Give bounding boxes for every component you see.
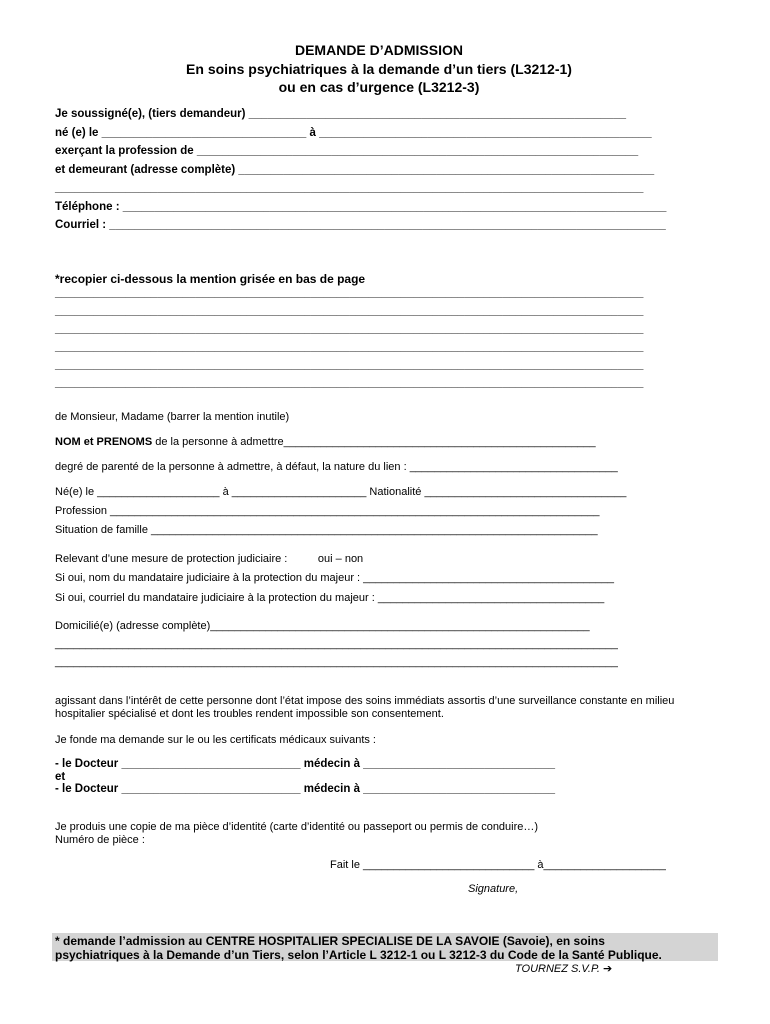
patient-honorific: de Monsieur, Madame (barrer la mention inutile): [55, 411, 290, 423]
patient-domicile-line[interactable]: ____________________________________________________________________________________________: [55, 638, 618, 650]
patient-protection-field[interactable]: Relevant d’une mesure de protection judiciaire : oui – non: [55, 553, 364, 565]
certificates-intro: Je fonde ma demande sur le ou les certificats médicaux suivants :: [55, 734, 376, 746]
signature-label: Signature,: [468, 883, 519, 895]
form-title: DEMANDE D’ADMISSION: [294, 42, 463, 58]
statement-line-2: hospitalier spécialisé et dont les troubles rendent impossible son consentement.: [55, 708, 444, 720]
form-subtitle: En soins psychiatriques à la demande d’un tiers (L3212-1): [186, 61, 572, 77]
guardian-email-field[interactable]: Si oui, courriel du mandataire judiciaire à la protection du majeur : _____________________________________: [55, 592, 605, 604]
requester-phone-field[interactable]: Téléphone : _____________________________________________________________________________________: [55, 201, 667, 213]
patient-name-label: NOM et PRENOMS: [55, 436, 153, 448]
patient-family-field[interactable]: Situation de famille _________________________________________________________________________: [55, 524, 598, 536]
requester-name-field[interactable]: Je soussigné(e), (tiers demandeur) ___________________________________________________________: [55, 108, 626, 120]
grey-mention-line-2: psychiatriques à la Demande d’un Tiers, selon l’Article L 3212-1 ou L 3212-3 du Code de la Santé Publique.: [55, 948, 662, 962]
copy-line[interactable]: ____________________________________________________________________________________________: [55, 341, 644, 353]
form-subtitle-urgency: ou en cas d’urgence (L3212-3): [278, 79, 480, 95]
copy-line[interactable]: ____________________________________________________________________________________________: [55, 287, 644, 299]
identity-number-label[interactable]: Numéro de pièce :: [55, 834, 145, 846]
done-at-field[interactable]: Fait le ____________________________ à____________________: [330, 859, 666, 871]
patient-kinship-field[interactable]: degré de parenté de la personne à admettre, à défaut, la nature du lien : __________________________________: [55, 461, 618, 473]
patient-name-field[interactable]: [55, 436, 596, 448]
patient-domicile-field[interactable]: Domicilié(e) (adresse complète)______________________________________________________________: [55, 620, 590, 632]
requester-profession-field[interactable]: exerçant la profession de _____________________________________________________________________: [55, 145, 639, 157]
patient-name-rest: de la personne à admettre___________________________________________________: [152, 436, 596, 448]
grey-mention-line-1: * demande l’admission au CENTRE HOSPITALIER SPECIALISE DE LA SAVOIE (Savoie), en soins: [55, 934, 605, 948]
requester-address-continued[interactable]: ____________________________________________________________________________________________: [55, 182, 644, 194]
turn-over-label: TOURNEZ S.V.P. ➔: [515, 963, 613, 975]
doctor-1-field[interactable]: - le Docteur ____________________________ médecin à ______________________________: [55, 758, 556, 770]
copy-line[interactable]: ____________________________________________________________________________________________: [55, 359, 644, 371]
statement-line-1: agissant dans l’intérêt de cette personne dont l’état impose des soins immédiats assortis d’une surveillance constante en milieu: [55, 695, 675, 707]
copy-line[interactable]: ____________________________________________________________________________________________: [55, 305, 644, 317]
requester-birth-field[interactable]: né (e) le ________________________________ à ____________________________________________________: [55, 127, 652, 139]
copy-line[interactable]: ____________________________________________________________________________________________: [55, 323, 644, 335]
doctors-and-label: et: [55, 771, 66, 783]
copy-section-heading: *recopier ci-dessous la mention grisée en bas de page: [55, 272, 366, 286]
identity-statement: Je produis une copie de ma pièce d’identité (carte d’identité ou passeport ou permis de conduire…): [55, 821, 539, 833]
patient-profession-field[interactable]: Profession ________________________________________________________________________________: [55, 505, 600, 517]
patient-domicile-line[interactable]: ____________________________________________________________________________________________: [55, 656, 618, 668]
requester-email-field[interactable]: Courriel : _______________________________________________________________________________________: [55, 219, 666, 231]
guardian-name-field[interactable]: Si oui, nom du mandataire judiciaire à la protection du majeur : _________________________________________: [55, 572, 614, 584]
copy-line[interactable]: ____________________________________________________________________________________________: [55, 377, 644, 389]
patient-birth-field[interactable]: Né(e) le ____________________ à ______________________ Nationalité _________________________________: [55, 486, 627, 498]
doctor-2-field[interactable]: - le Docteur ____________________________ médecin à ______________________________: [55, 783, 556, 795]
requester-address-field[interactable]: et demeurant (adresse complète) _________________________________________________________________: [55, 164, 655, 176]
